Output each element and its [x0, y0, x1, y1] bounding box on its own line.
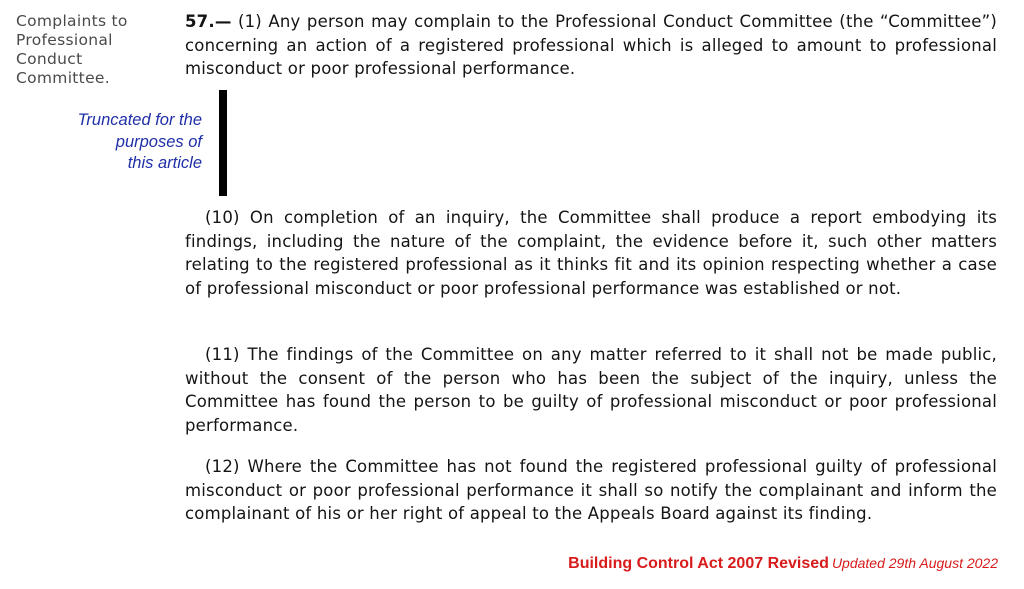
truncation-note-line: Truncated for the: [77, 111, 202, 129]
source-updated: Updated 29th August 2022: [831, 555, 998, 571]
subsection-text: On completion of an inquiry, the Committee shall produce a report embodying its findings, including the nature of the complaint, the evidence before it, such other matters relating to the registered professional as it thinks fit and its opinion respecting whether a case of professional misconduct or poor professional performance was established or not.: [185, 208, 997, 298]
section-number: 57.—: [185, 12, 232, 31]
source-title: Building Control Act 2007 Revised: [568, 555, 829, 572]
margin-note-line: Committee.: [16, 69, 110, 87]
subsection-number: (12): [205, 457, 240, 476]
subsection-text: Where the Committee has not found the registered professional guilty of professional misconduct or poor professional performance it shall so notify the complainant and inform the complainant of his or her right of appeal to the Appeals Board against its finding.: [185, 457, 997, 523]
subsection-12: [185, 455, 997, 526]
subsection-text: The findings of the Committee on any matter referred to it shall not be made public, without the consent of the person who has been the subject of the inquiry, unless the Committee has found the person to be guilty of professional misconduct or poor professional performance.: [185, 345, 997, 435]
truncation-note-line: this article: [127, 154, 202, 172]
subsection-number: (11): [205, 345, 240, 364]
margin-note-line: Professional: [16, 31, 113, 49]
subsection-10: [185, 206, 997, 300]
margin-note: [16, 12, 166, 88]
section-57-subsection-1: [185, 10, 997, 81]
margin-note-line: Conduct: [16, 50, 83, 68]
truncation-note-line: purposes of: [115, 132, 202, 151]
truncation-note: [40, 110, 202, 175]
subsection-1-text: (1) Any person may complain to the Professional Conduct Committee (the “Committee”) concerning an action of a registered professional which is alleged to amount to professional misconduct or poor professional performance.: [185, 12, 997, 78]
truncation-bar: [219, 90, 227, 196]
subsection-11: [185, 343, 997, 437]
margin-note-line: Complaints to: [16, 12, 128, 30]
subsection-number: (10): [205, 208, 240, 227]
source-citation: [568, 555, 998, 573]
